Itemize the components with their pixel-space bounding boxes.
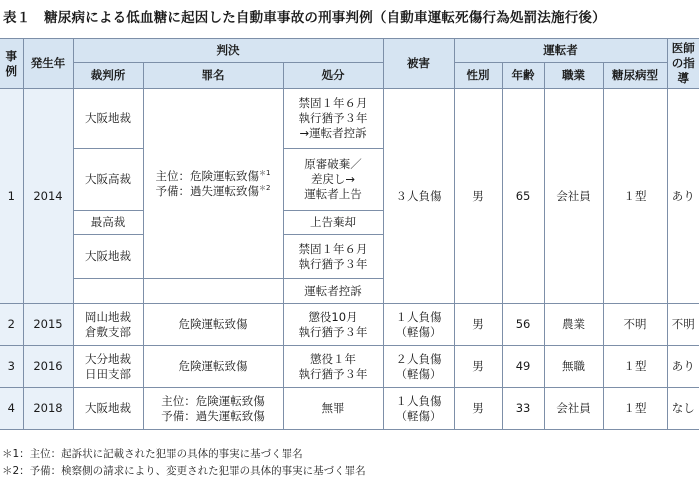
table-row [0,304,699,346]
header-doctor: 医師の指導 [667,39,699,89]
header-dm-type: 糖尿病型 [603,63,667,89]
damage-cell: １人負傷 （軽傷） [383,388,454,430]
case-number: 1 [0,89,23,304]
court-cell: 大阪地裁 [73,235,143,279]
age-cell: 33 [502,388,544,430]
header-sex: 性別 [454,63,502,89]
age-cell: 49 [502,346,544,388]
header-age: 年齢 [502,63,544,89]
case-number: 3 [0,346,23,388]
court-cell: 大阪地裁 [73,388,143,430]
sentence-cell: 懲役10月 執行猶予３年 [283,304,383,346]
court-cell: 大阪高裁 [73,149,143,211]
case-year: 2015 [23,304,73,346]
table-row [0,388,699,430]
sex-cell: 男 [454,388,502,430]
charge-cell: 主位：危険運転致傷 予備：過失運転致傷 [143,388,283,430]
sex-cell: 男 [454,346,502,388]
dm-type-cell: 不明 [603,304,667,346]
header-year: 発生年 [23,39,73,89]
footnote: ＊1：主位：起訴状に記載された犯罪の具体的事実に基づく罪名 [2,448,303,460]
sentence-cell: 無罪 [283,388,383,430]
header-job: 職業 [544,63,603,89]
charge-cell: 危険運転致傷 [143,304,283,346]
age-cell: 56 [502,304,544,346]
doctor-cell: 不明 [667,304,699,346]
sentence-cell: 懲役１年 執行猶予３年 [283,346,383,388]
sex-cell: 男 [454,304,502,346]
dm-type-cell: １型 [603,89,667,304]
dm-type-cell: １型 [603,388,667,430]
footnotes [2,446,366,480]
damage-cell: ３人負傷 [383,89,454,304]
sentence-cell: 禁固１年６月 執行猶予３年 →運転者控訴 [283,89,383,149]
sex-cell: 男 [454,89,502,304]
damage-cell: １人負傷 （軽傷） [383,304,454,346]
header-court: 裁判所 [73,63,143,89]
doctor-cell: なし [667,388,699,430]
job-cell: 会社員 [544,89,603,304]
sentence-cell: 禁固１年６月 執行猶予３年 [283,235,383,279]
job-cell: 農業 [544,304,603,346]
header-driver: 運転者 [454,39,667,63]
dm-type-cell: １型 [603,346,667,388]
header-sentence: 処分 [283,63,383,89]
header-charge: 罪名 [143,63,283,89]
header-case: 事例 [0,39,23,89]
table-row [0,346,699,388]
court-cell: 大阪地裁 [73,89,143,149]
doctor-cell: あり [667,89,699,304]
damage-cell: ２人負傷 （軽傷） [383,346,454,388]
court-cell [73,279,143,304]
charge-cell: 危険運転致傷 [143,346,283,388]
table-title: 表１ 糖尿病による低血糖に起因した自動車事故の刑事判例（自動車運転死傷行為処罰法施行後） [3,10,606,26]
sentence-cell: 運転者控訴 [283,279,383,304]
doctor-cell: あり [667,346,699,388]
criminal-cases-table [0,38,699,430]
header-damage: 被害 [383,39,454,89]
court-cell: 岡山地裁 倉敷支部 [73,304,143,346]
charge-cell [143,279,283,304]
court-cell: 大分地裁 日田支部 [73,346,143,388]
case-year: 2018 [23,388,73,430]
case-year: 2014 [23,89,73,304]
case-number: 2 [0,304,23,346]
case-year: 2016 [23,346,73,388]
charge-cell: 主位：危険運転致傷$^{*1}$ 予備：過失運転致傷$^{*2}$ [143,89,283,279]
case-number: 4 [0,388,23,430]
age-cell: 65 [502,89,544,304]
header-judgment: 判決 [73,39,383,63]
footnote: ＊2：予備：検察側の請求により、変更された犯罪の具体的事実に基づく罪名 [2,465,366,477]
job-cell: 会社員 [544,388,603,430]
job-cell: 無職 [544,346,603,388]
court-cell: 最高裁 [73,211,143,235]
sentence-cell: 原審破棄／ 差戻し→ 運転者上告 [283,149,383,211]
table-row [0,89,699,149]
sentence-cell: 上告棄却 [283,211,383,235]
